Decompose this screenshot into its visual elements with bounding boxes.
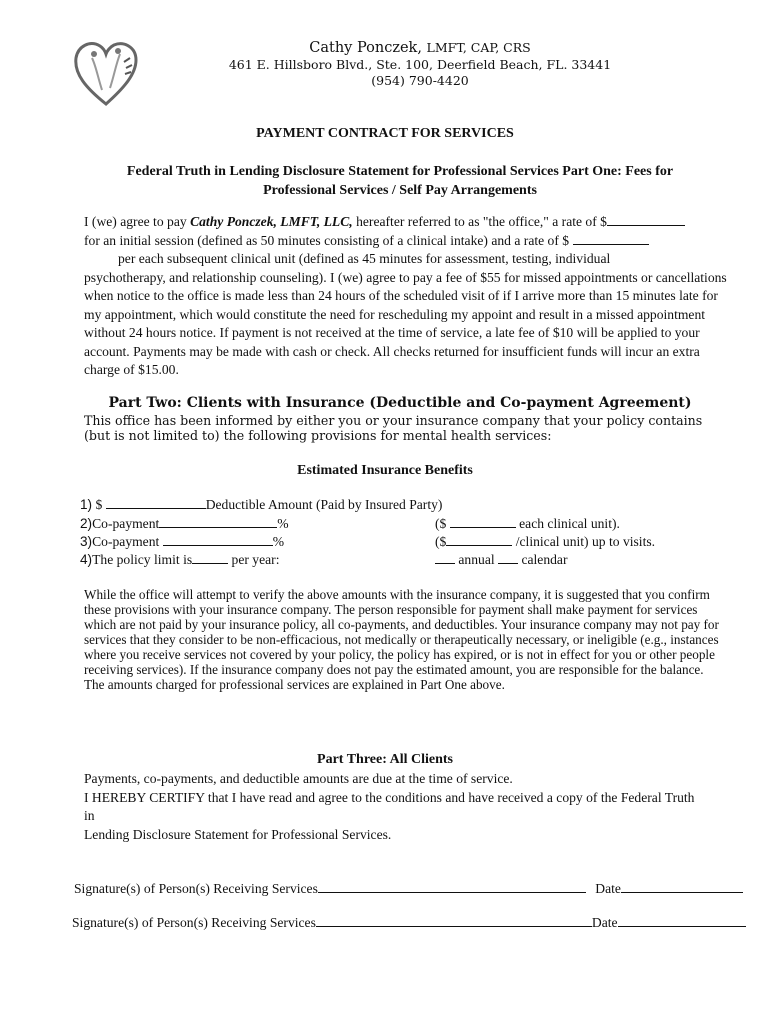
part-one-line-2 bbox=[84, 232, 734, 251]
benefit-4-calendar: calendar bbox=[518, 552, 568, 567]
part-one-line-3: per each subsequent clinical unit (defined as 45 minutes for assessment, testing, individual bbox=[118, 251, 611, 266]
part-one-paragraph bbox=[84, 213, 734, 380]
part-three-line-2: I HEREBY CERTIFY that I have read and agree to the conditions and have received a copy of the Federal Truth bbox=[84, 790, 695, 805]
benefit-3-num: 3) bbox=[80, 534, 93, 549]
provider-address: 461 E. Hillsboro Blvd., Ste. 100, Deerfield Beach, FL. 33441 bbox=[228, 57, 612, 72]
subsequent-rate-blank[interactable] bbox=[573, 232, 649, 245]
benefit-3-right-a: ($ bbox=[435, 534, 447, 549]
benefits-heading: Estimated Insurance Benefits bbox=[297, 463, 473, 478]
deductible-blank[interactable] bbox=[106, 496, 206, 509]
benefit-row-1 bbox=[80, 496, 442, 513]
part-one-after-name: hereafter referred to as "the office," a rate of $ bbox=[352, 214, 607, 229]
benefit-4-num: 4) bbox=[80, 552, 93, 567]
benefit-row-4 bbox=[80, 551, 279, 568]
provider-phone: (954) 790-4420 bbox=[371, 73, 469, 88]
copay-percent-blank-2[interactable] bbox=[163, 533, 273, 546]
date-label-1: Date bbox=[595, 881, 621, 896]
benefit-2-label: Co-payment bbox=[92, 516, 160, 531]
part-one-line-2-text: for an initial session (defined as 50 minutes consisting of a clinical intake) and a rate of $ bbox=[84, 232, 570, 248]
date-label-2: Date bbox=[591, 915, 618, 930]
part-two-intro: This office has been informed by either you or your insurance company that your policy contains (but is not limited to) the following provisions for mental health services: bbox=[84, 413, 703, 443]
benefit-row-4-right bbox=[435, 551, 567, 568]
benefit-1-num: 1) bbox=[80, 497, 93, 512]
signature-row-1 bbox=[74, 880, 743, 897]
provider-name bbox=[160, 40, 680, 56]
date-field-1[interactable] bbox=[621, 880, 743, 893]
benefit-3-percent: % bbox=[272, 534, 285, 549]
part-three-heading: Part Three: All Clients bbox=[317, 752, 453, 767]
annual-blank[interactable] bbox=[435, 551, 455, 564]
part-three-line-1: Payments, co-payments, and deductible amounts are due at the time of service. bbox=[84, 771, 513, 786]
benefit-4-per-year: per year: bbox=[228, 552, 280, 567]
part-three-line-3: in bbox=[84, 808, 95, 823]
benefit-3-right-b: /clinical unit) up to visits. bbox=[512, 534, 656, 549]
copay-percent-blank-1[interactable] bbox=[159, 515, 277, 528]
initial-rate-blank[interactable] bbox=[607, 213, 685, 226]
office-name: Cathy Ponczek, LMFT, LLC, bbox=[190, 214, 353, 229]
benefit-4-annual: annual bbox=[455, 552, 499, 567]
signature-label-1: Signature(s) of Person(s) Receiving Services bbox=[74, 881, 318, 896]
part-one-rest: psychotherapy, and relationship counseling). I (we) agree to pay a fee of $55 for missed appointments or cancellations when notice to the office is made less than 24 hours of the scheduled visit of if I arrive more than 15 minutes late for my appointment, which would constitute the need for rescheduling my appoint and result in a missed appointment without 24 hours notice. If payment is not received at the time of service, a late fee of $10 will be applied to your account. Payments may be made with cash or check. All checks returned for insufficient funds will incur an extra charge of $15.00. bbox=[84, 269, 727, 377]
signature-row-2 bbox=[72, 914, 746, 931]
benefit-1-dollar: $ bbox=[95, 497, 106, 512]
benefit-1-label: Deductible Amount (Paid by Insured Party) bbox=[205, 497, 443, 512]
benefit-row-3-right bbox=[435, 533, 655, 550]
part-one-line-1 bbox=[84, 213, 734, 232]
part-one-pre: I (we) agree to pay bbox=[84, 214, 191, 229]
benefit-row-3 bbox=[80, 533, 284, 550]
subtitle-line-1: Federal Truth in Lending Disclosure Statement for Professional Services Part One: Fees for bbox=[126, 164, 674, 179]
date-field-2[interactable] bbox=[618, 914, 746, 927]
signature-field-1[interactable] bbox=[318, 880, 586, 893]
benefit-row-2-right bbox=[435, 515, 620, 532]
benefit-2-percent: % bbox=[277, 516, 289, 531]
signature-field-2[interactable] bbox=[316, 914, 592, 927]
provider-credentials: LMFT, CAP, CRS bbox=[426, 40, 531, 55]
part-two-heading: Part Two: Clients with Insurance (Deductible and Co-payment Agreement) bbox=[108, 395, 692, 411]
policy-limit-blank[interactable] bbox=[192, 551, 228, 564]
document-title: PAYMENT CONTRACT FOR SERVICES bbox=[256, 126, 514, 141]
benefit-row-2 bbox=[80, 515, 289, 532]
calendar-blank[interactable] bbox=[498, 551, 518, 564]
benefit-4-label: The policy limit is bbox=[92, 552, 193, 567]
signature-label-2: Signature(s) of Person(s) Receiving Services bbox=[72, 915, 316, 930]
benefit-2-right-a: ($ bbox=[435, 516, 450, 531]
provider-name-text: Cathy Ponczek, bbox=[309, 40, 422, 56]
benefit-2-num: 2) bbox=[80, 516, 93, 531]
subtitle-line-2: Professional Services / Self Pay Arrangements bbox=[263, 183, 537, 198]
verify-paragraph: While the office will attempt to verify the above amounts with the insurance company, it is suggested that you confirm these provisions with your insurance company. The person responsible for payment shall make payment for services which are not paid by your insurance policy, all co-payments, and deductibles. Your insurance company may not pay for services that they consider to be non-efficacious, not medically or therapeutically necessary, or ineligible (e.g., instances where you receive services not covered by your policy, the policy has expired, or is not in effect for you or other people receiving services). If the insurance company does not pay the estimated amount, you are responsible for the balance. The amounts charged for professional services are explained in Part One above. bbox=[84, 587, 719, 692]
benefit-3-label: Co-payment bbox=[92, 534, 163, 549]
benefit-2-right-b: each clinical unit). bbox=[515, 516, 620, 531]
copay-unit-blank[interactable] bbox=[446, 533, 512, 546]
part-three-line-4: Lending Disclosure Statement for Professional Services. bbox=[84, 827, 392, 842]
heart-logo-icon bbox=[72, 38, 140, 108]
copay-dollar-blank[interactable] bbox=[450, 515, 516, 528]
